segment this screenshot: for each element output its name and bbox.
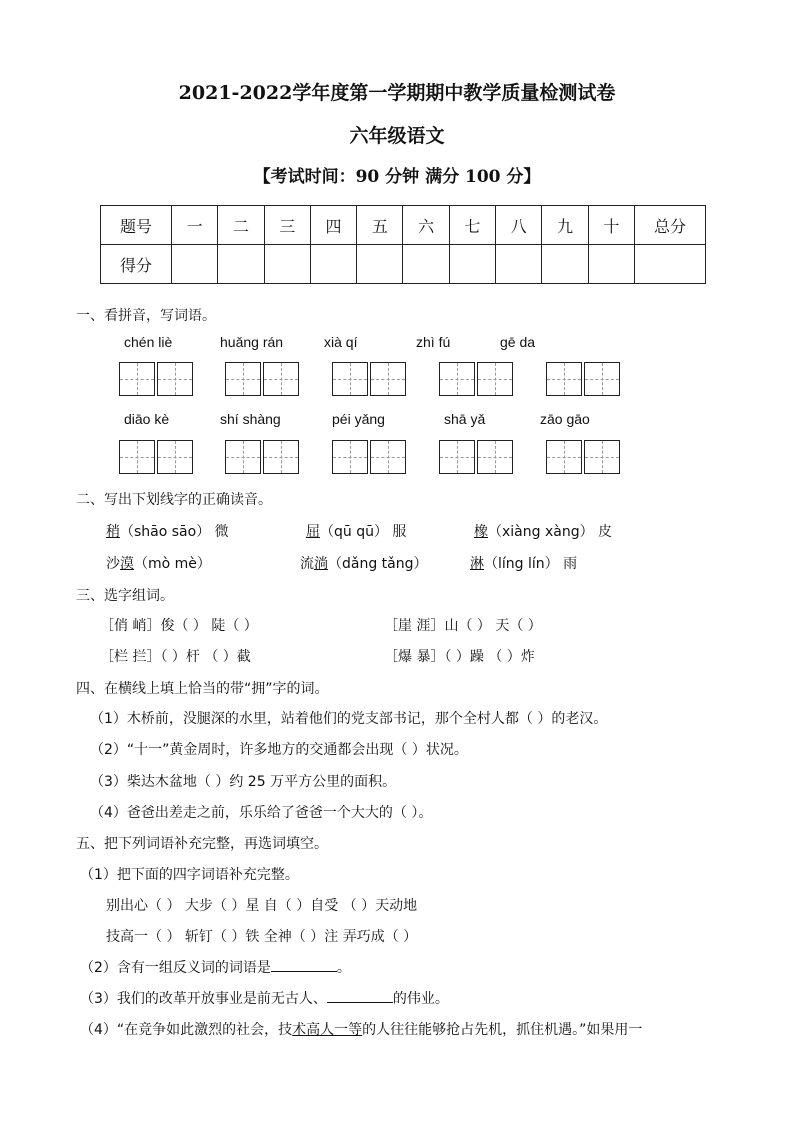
- reading-item: [474, 521, 612, 541]
- writing-grid-box[interactable]: [477, 440, 513, 474]
- fill-item[interactable]: （2）“十一”黄金周时，许多地方的交通都会出现（ ）状况。: [90, 742, 468, 758]
- word-choice-line[interactable]: ［崖 涯］山（ ） 天（ ）: [384, 618, 542, 634]
- pinyin-choice[interactable]: （shāo sāo） 微: [120, 524, 229, 540]
- score-input-cell[interactable]: [403, 245, 449, 284]
- pinyin-label: chén liè: [124, 334, 173, 350]
- score-header-cell: 六: [403, 206, 449, 245]
- word-choice-line[interactable]: ［爆 暴］（ ）躁 （ ）炸: [384, 649, 535, 665]
- writing-grid-box[interactable]: [546, 362, 582, 396]
- plain-char: 流: [300, 556, 314, 572]
- exam-title: 2021-2022学年度第一学期期中教学质量检测试卷: [178, 82, 616, 104]
- score-header-cell: 九: [542, 206, 588, 245]
- sub-question-text: （2）含有一组反义词的词语是: [80, 960, 271, 976]
- sub-question-text: 。: [336, 960, 351, 976]
- writing-grid-box[interactable]: [584, 440, 620, 474]
- sub-question: [80, 957, 351, 977]
- exam-subtitle: 六年级语文: [349, 125, 445, 147]
- fill-item[interactable]: （4）爸爸出差走之前，乐乐给了爸爸一个大大的（ ）。: [90, 805, 433, 821]
- section2-heading: 二、写出下划线字的正确读音。: [76, 492, 272, 508]
- score-input-cell[interactable]: [172, 245, 218, 284]
- underlined-char: 橡: [474, 524, 488, 540]
- writing-grid-box[interactable]: [546, 440, 582, 474]
- score-input-cell[interactable]: [542, 245, 588, 284]
- idiom-line[interactable]: 技高一（ ） 斩钉（ ）铁 全神（ ）注 弄巧成（ ）: [106, 929, 418, 945]
- answer-blank[interactable]: [327, 988, 393, 1003]
- writing-grid-box[interactable]: [225, 440, 261, 474]
- sub-question-text: （3）我们的改革开放事业是前无古人、: [80, 991, 327, 1007]
- score-input-cell[interactable]: [218, 245, 264, 284]
- sub-question-text: 的伟业。: [392, 991, 449, 1007]
- pinyin-label: péi yǎng: [332, 411, 385, 427]
- pinyin-choice[interactable]: （qū qū） 服: [320, 524, 407, 540]
- writing-grid-box[interactable]: [439, 362, 475, 396]
- score-table: [100, 205, 706, 284]
- score-input-cell[interactable]: [357, 245, 403, 284]
- writing-grid-box[interactable]: [225, 362, 261, 396]
- underlined-char: 稍: [106, 524, 120, 540]
- pinyin-choice[interactable]: （líng lín） 雨: [484, 556, 578, 572]
- writing-grid-box[interactable]: [370, 440, 406, 474]
- reading-item: [300, 553, 428, 573]
- score-input-cell[interactable]: [449, 245, 495, 284]
- sub-question: [80, 988, 449, 1008]
- reading-item: [106, 553, 211, 573]
- pinyin-label: zhì fú: [416, 334, 451, 350]
- word-choice-line[interactable]: ［栏 拦］（ ）杆 （ ）截: [100, 649, 251, 665]
- underlined-phrase: 术高人一等: [292, 1022, 363, 1038]
- writing-grid-box[interactable]: [370, 362, 406, 396]
- score-header-cell: 十: [588, 206, 634, 245]
- writing-grid-box[interactable]: [439, 440, 475, 474]
- score-table-header-row: [101, 206, 706, 245]
- writing-grid-box[interactable]: [332, 362, 368, 396]
- underlined-char: 淌: [314, 556, 328, 572]
- section4-heading: 四、在横线上填上恰当的带“拥”字的词。: [76, 681, 329, 697]
- score-header-cell: 总分: [635, 206, 706, 245]
- underlined-char: 漠: [120, 556, 134, 572]
- writing-grid-box[interactable]: [263, 362, 299, 396]
- answer-blank[interactable]: [271, 957, 337, 972]
- underlined-char: 屈: [306, 524, 320, 540]
- writing-grid-box[interactable]: [157, 362, 193, 396]
- pinyin-choice[interactable]: （xiàng xàng） 皮: [488, 524, 613, 540]
- pinyin-choice[interactable]: （mò mè）: [134, 556, 211, 572]
- score-header-cell: 题号: [101, 206, 172, 245]
- writing-grid-box[interactable]: [477, 362, 513, 396]
- pinyin-label: shí shàng: [220, 411, 281, 427]
- writing-grid-box[interactable]: [119, 440, 155, 474]
- sub-question-text: 的人往往能够抢占先机，抓住机遇。”如果用一: [362, 1022, 643, 1038]
- section5-heading: 五、把下列词语补充完整，再选词填空。: [76, 836, 328, 852]
- score-label-cell: 得分: [101, 245, 172, 284]
- exam-info: 【考试时间：90 分钟 满分 100 分】: [253, 167, 541, 187]
- plain-char: 沙: [106, 556, 120, 572]
- score-header-cell: 一: [172, 206, 218, 245]
- word-choice-line[interactable]: ［俏 峭］俊（ ） 陡（ ）: [100, 618, 258, 634]
- score-input-cell[interactable]: [635, 245, 706, 284]
- idiom-line[interactable]: 别出心（ ） 大步（ ）星 自（ ）自受 （ ）天动地: [106, 898, 418, 914]
- writing-grid-box[interactable]: [263, 440, 299, 474]
- section3-heading: 三、选字组词。: [76, 588, 174, 604]
- underlined-char: 淋: [470, 556, 484, 572]
- reading-item: [106, 521, 229, 541]
- sub-question-text: （4）“在竞争如此激烈的社会，技: [80, 1022, 293, 1038]
- sub-question: [80, 1019, 642, 1039]
- fill-item[interactable]: （1）木桥前，没腿深的水里，站着他们的党支部书记，那个全村人都（ ）的老汉。: [90, 711, 608, 727]
- pinyin-label: zāo gāo: [540, 411, 590, 427]
- fill-item[interactable]: （3）柴达木盆地（ ）约 25 万平方公里的面积。: [90, 774, 397, 790]
- score-input-cell[interactable]: [310, 245, 356, 284]
- score-input-cell[interactable]: [264, 245, 310, 284]
- score-header-cell: 七: [449, 206, 495, 245]
- reading-item: [306, 521, 406, 541]
- pinyin-choice[interactable]: （dǎng tǎng）: [328, 556, 428, 572]
- pinyin-label: diāo kè: [124, 411, 170, 427]
- writing-grid-box[interactable]: [584, 362, 620, 396]
- writing-grid-box[interactable]: [157, 440, 193, 474]
- score-header-cell: 八: [496, 206, 542, 245]
- pinyin-label: shā yǎ: [444, 411, 486, 427]
- score-input-cell[interactable]: [588, 245, 634, 284]
- sub-question: （1）把下面的四字词语补充完整。: [80, 867, 299, 883]
- score-table-score-row: [101, 245, 706, 284]
- writing-grid-box[interactable]: [119, 362, 155, 396]
- pinyin-label: huǎng rán: [220, 334, 284, 350]
- score-input-cell[interactable]: [496, 245, 542, 284]
- writing-grid-box[interactable]: [332, 440, 368, 474]
- pinyin-label: gē da: [500, 334, 536, 350]
- score-header-cell: 三: [264, 206, 310, 245]
- reading-item: [470, 553, 577, 573]
- score-header-cell: 五: [357, 206, 403, 245]
- pinyin-label: xià qí: [324, 334, 358, 350]
- score-header-cell: 二: [218, 206, 264, 245]
- section1-heading: 一、看拼音，写词语。: [76, 308, 216, 324]
- score-header-cell: 四: [310, 206, 356, 245]
